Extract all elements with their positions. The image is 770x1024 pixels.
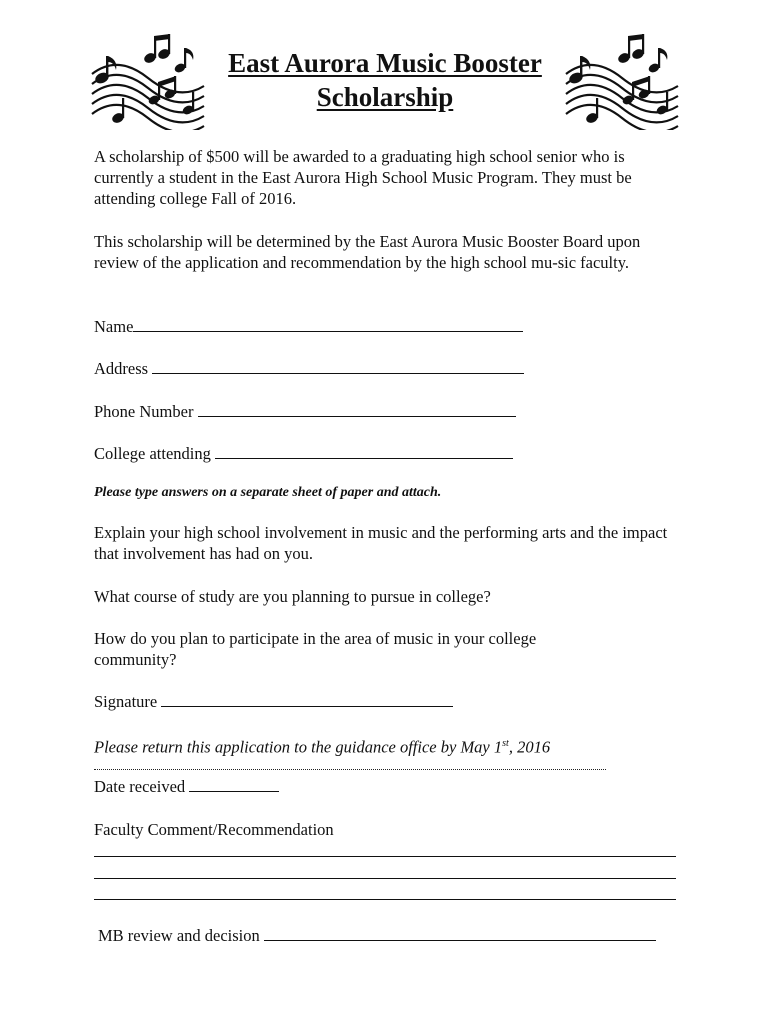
- address-label: Address: [94, 359, 149, 378]
- music-notes-left-icon: [88, 34, 208, 130]
- college-label: College attending: [94, 444, 211, 463]
- question-3: How do you plan to participate in the area of music in your college community?: [94, 629, 537, 669]
- intro-paragraph-1: A scholarship of $500 will be awarded to a graduating high school senior who is currently a student in the East Aurora High School Music Program. They must be attending college Fall of 2016.: [94, 147, 632, 208]
- mb-review-field[interactable]: [98, 925, 656, 946]
- faculty-comment-line-2[interactable]: [94, 878, 676, 879]
- address-field[interactable]: [94, 358, 524, 379]
- title-line-2: Scholarship: [316, 82, 454, 112]
- signature-label: Signature: [94, 692, 158, 711]
- faculty-comment-label: Faculty Comment/Recommendation: [94, 820, 334, 839]
- question-2: What course of study are you planning to pursue in college?: [94, 587, 491, 606]
- date-received-line[interactable]: [189, 776, 279, 792]
- mb-review-label: MB review and decision: [98, 926, 260, 945]
- phone-field[interactable]: [94, 401, 516, 422]
- return-note-text: Please return this application to the guidance office by May 1: [94, 737, 503, 757]
- name-line[interactable]: [133, 316, 523, 332]
- faculty-comment-line-3[interactable]: [94, 899, 676, 900]
- dotted-separator: [94, 769, 606, 770]
- mb-review-line[interactable]: [264, 925, 656, 941]
- date-received-label: Date received: [94, 777, 186, 796]
- name-field[interactable]: [94, 316, 523, 337]
- page-title: [200, 46, 570, 114]
- faculty-comment-line-1[interactable]: [94, 856, 676, 857]
- title-line-1: East Aurora Music Booster: [228, 48, 542, 78]
- signature-line[interactable]: [161, 691, 453, 707]
- name-label: Name: [94, 317, 134, 336]
- phone-line[interactable]: [198, 401, 516, 417]
- instruction-note: Please type answers on a separate sheet of paper and attach.: [94, 485, 442, 500]
- music-notes-right-icon: [562, 34, 682, 130]
- question-1: Explain your high school involvement in music and the performing arts and the impact that involvement has had on you.: [94, 523, 668, 563]
- college-field[interactable]: [94, 443, 513, 464]
- return-note: [94, 733, 550, 758]
- signature-field[interactable]: [94, 691, 453, 712]
- phone-label: Phone Number: [94, 402, 194, 421]
- return-note-year: , 2016: [508, 737, 551, 757]
- intro-paragraph-2: This scholarship will be determined by the East Aurora Music Booster Board upon review of the application and recommendation by the high school mu-sic faculty.: [94, 232, 641, 272]
- return-note-superscript: st: [502, 738, 509, 749]
- address-line[interactable]: [152, 358, 524, 374]
- date-received-field[interactable]: [94, 776, 279, 797]
- college-line[interactable]: [215, 443, 513, 459]
